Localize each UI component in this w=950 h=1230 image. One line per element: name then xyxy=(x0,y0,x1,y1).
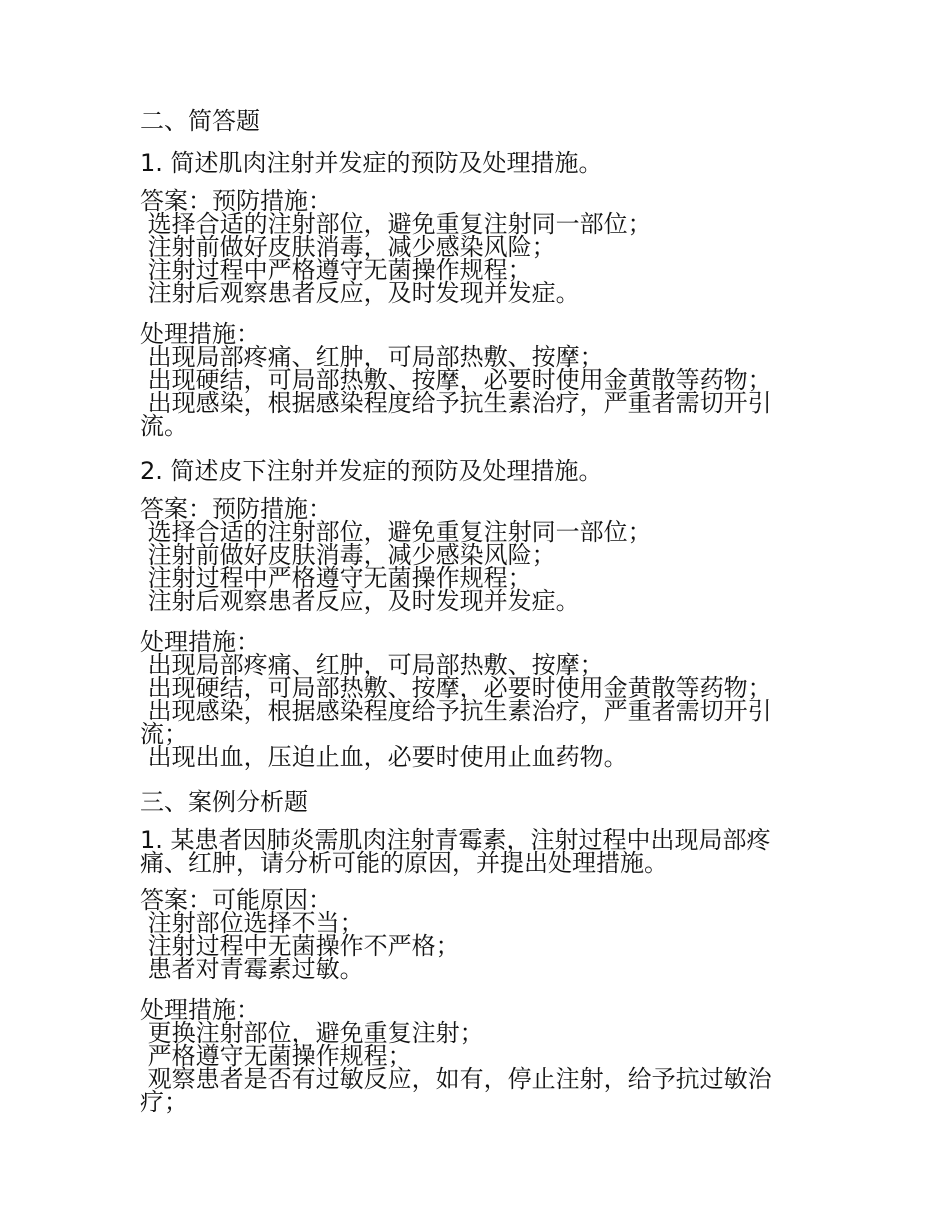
answer-line: 选择合适的注射部位，避免重复注射同一部位； xyxy=(140,210,652,238)
answer-line: 注射过程中严格遵守无菌操作规程； xyxy=(140,256,532,284)
case-question-line: 1. 某患者因肺炎需肌肉注射青霉素，注射过程中出现局部疼 xyxy=(140,826,771,854)
answer-line: 答案：预防措施： xyxy=(140,187,332,215)
answer-line: 出现感染，根据感染程度给予抗生素治疗，严重者需切开引 xyxy=(140,389,772,417)
answer-line: 选择合适的注射部位，避免重复注射同一部位； xyxy=(140,518,652,546)
answer-line: 疗； xyxy=(140,1088,188,1116)
answer-line: 更换注射部位，避免重复注射； xyxy=(140,1019,484,1047)
case-1-treatment xyxy=(140,996,800,1116)
case-question-line: 痛、红肿，请分析可能的原因，并提出处理措施。 xyxy=(140,849,668,877)
answer-line: 出现硬结，可局部热敷、按摩，必要时使用金黄散等药物； xyxy=(140,366,772,394)
section-heading-case-analysis: 三、案例分析题 xyxy=(140,788,308,816)
answer-line: 观察患者是否有过敏反应，如有，停止注射，给予抗过敏治 xyxy=(140,1065,772,1093)
question-2-treatment xyxy=(140,628,800,771)
answer-line: 答案：可能原因： xyxy=(140,886,332,914)
question-1-title: 1. 简述肌肉注射并发症的预防及处理措施。 xyxy=(140,149,603,177)
answer-line: 出现局部疼痛、红肿，可局部热敷、按摩； xyxy=(140,343,604,371)
document-page xyxy=(140,106,800,1122)
case-1-question xyxy=(140,826,800,877)
answer-line: 出现出血，压迫止血，必要时使用止血药物。 xyxy=(140,743,628,771)
answer-line: 处理措施： xyxy=(140,628,260,656)
answer-line: 患者对青霉素过敏。 xyxy=(140,955,364,983)
case-1-causes xyxy=(140,886,800,983)
answer-line: 注射过程中无菌操作不严格； xyxy=(140,932,460,960)
answer-line: 处理措施： xyxy=(140,320,260,348)
question-2-title: 2. 简述皮下注射并发症的预防及处理措施。 xyxy=(140,457,603,485)
answer-line: 注射部位选择不当； xyxy=(140,909,364,937)
answer-line: 出现感染，根据感染程度给予抗生素治疗，严重者需切开引 xyxy=(140,697,772,725)
question-2-prevention xyxy=(140,495,800,615)
answer-line: 注射前做好皮肤消毒，减少感染风险； xyxy=(140,541,556,569)
answer-line: 流； xyxy=(140,720,188,748)
answer-line: 出现局部疼痛、红肿，可局部热敷、按摩； xyxy=(140,651,604,679)
answer-line: 注射后观察患者反应，及时发现并发症。 xyxy=(140,587,580,615)
answer-line: 注射过程中严格遵守无菌操作规程； xyxy=(140,564,532,592)
question-1-prevention xyxy=(140,187,800,307)
section-heading-short-answer: 二、简答题 xyxy=(140,107,260,135)
answer-line: 注射前做好皮肤消毒，减少感染风险； xyxy=(140,233,556,261)
answer-line: 流。 xyxy=(140,412,188,440)
answer-line: 答案：预防措施： xyxy=(140,495,332,523)
answer-line: 严格遵守无菌操作规程； xyxy=(140,1042,412,1070)
question-1-treatment xyxy=(140,320,800,440)
answer-line: 注射后观察患者反应，及时发现并发症。 xyxy=(140,279,580,307)
answer-line: 出现硬结，可局部热敷、按摩，必要时使用金黄散等药物； xyxy=(140,674,772,702)
answer-line: 处理措施： xyxy=(140,996,260,1024)
